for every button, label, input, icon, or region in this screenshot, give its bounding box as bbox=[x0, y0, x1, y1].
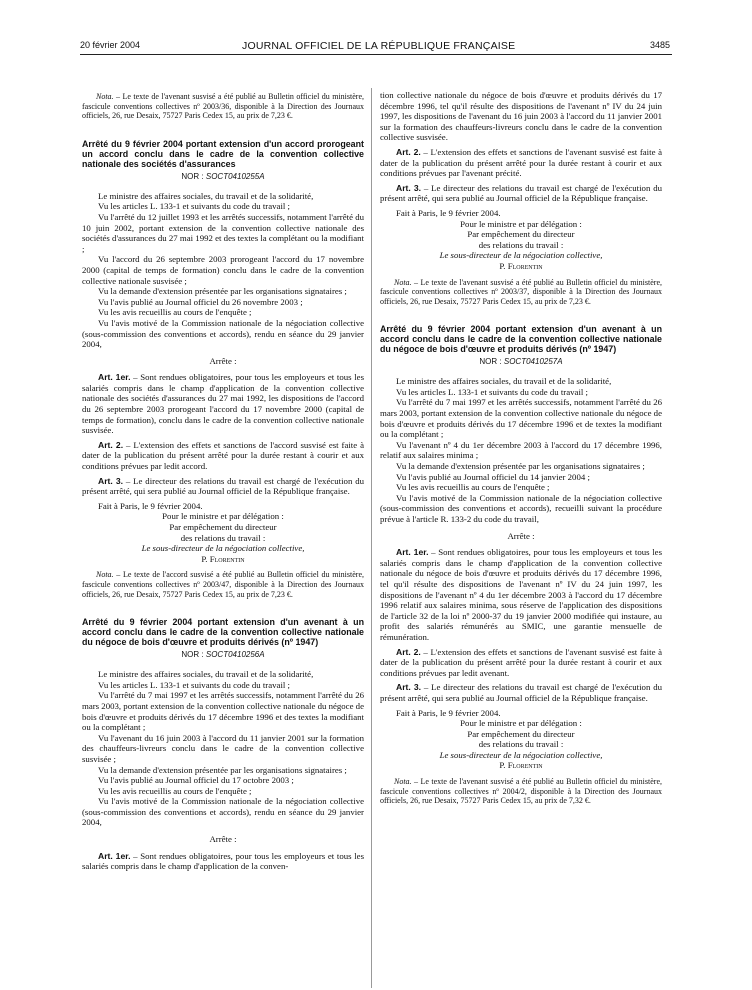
visa-line: Vu l'arrêté du 7 mai 1997 et les arrêtés successifs, notamment l'arrêté du 26 mars 2003, portant extension de la convention collective nationale du négoce de bois d'œuvre et produits dérivés du 17 décembre 1996 et des textes la modifiant ou la complétant ; bbox=[82, 690, 364, 733]
decree-title: Arrêté du 9 février 2004 portant extension d'un avenant à un accord conclu dans le cadre de la convention collective nationale du négoce de bois d'œuvre et produits dérivés (nº 1947) bbox=[380, 324, 662, 355]
arrete-heading: Arrête : bbox=[507, 530, 535, 541]
page-header bbox=[0, 0, 752, 52]
article: Art. 2. – L'extension des effets et sanctions de l'avenant susvisé est faite à dater de la publication du présent arrêté pour la durée restant à courir et aux conditions prévues par l'avenant précité. bbox=[380, 146, 663, 179]
article: Art. 1er. – Sont rendues obligatoires, pour tous les employeurs et tous les salariés compris dans le champ d'application de la convention collective nationale du négoce de bois d'œuvre et produits dérivés du 17 décembre 1996, tel qu'il résulte des dispositions de l'avenant nº IV du 24 juin 1997, les dispositions de l'avenant nº 4 du 1er décembre 2003 à l'accord du 17 décembre 1996 relatif aux salaires minima, sous réserve de l'application des dispositions de l'article 32 de la loi nº 2000-37 du 19 janvier 2000 modifiée qui instaure, au profit des salariés rémunérés au SMIC, une garantie mensuelle de rémunération. bbox=[380, 547, 662, 642]
visa-line: Vu l'avis publié au Journal officiel du 26 novembre 2003 ; bbox=[98, 296, 303, 307]
nota: Nota. – Le texte de l'avenant susvisé a été publié au Bulletin officiel du ministère, fascicule conventions collectives nº 2004/2, disponible à la Direction des Journaux officiels, 26, rue Desaix, 75727 Paris Cedex 15, au prix de 7,32 €. bbox=[380, 777, 662, 806]
nor-reference: NOR : SOCT0410256A bbox=[181, 650, 265, 660]
fait-line: Fait à Paris, le 9 février 2004. bbox=[396, 207, 501, 218]
article: Art. 3. – Le directeur des relations du travail est chargé de l'exécution du présent arrêté, qui sera publié au Journal officiel de la République française. bbox=[82, 475, 365, 497]
visa-line: Vu l'arrêté du 12 juillet 1993 et les arrêtés successifs, notamment l'arrêté du 10 juin 2002, portant extension de la convention collective nationale des sociétés d'assurances du 27 mai 1992 et des textes la complétant ou la modifiant ; bbox=[82, 211, 364, 254]
fait-line: Fait à Paris, le 9 février 2004. bbox=[98, 500, 203, 511]
header-rule bbox=[80, 54, 672, 55]
visa-line: Le ministre des affaires sociales, du travail et de la solidarité, bbox=[98, 669, 314, 680]
visa-line: Vu les avis recueillis au cours de l'enquête ; bbox=[98, 785, 252, 796]
decree-title: Arrêté du 9 février 2004 portant extension d'un avenant à un accord conclu dans le cadre de la convention collective nationale du négoce de bois d'œuvre et produits dérivés (nº 1947) bbox=[82, 617, 364, 648]
signature-block: Pour le ministre et par délégation : Par empêchement du directeur des relations du travail : Le sous-directeur de la négociation collective, P. Florentin bbox=[439, 218, 603, 271]
signature-block: Pour le ministre et par délégation : Par empêchement du directeur des relations du travail : Le sous-directeur de la négociation collective, P. Florentin bbox=[141, 511, 305, 564]
nor-reference: NOR : SOCT0410257A bbox=[479, 357, 563, 367]
visa-line: Vu l'avenant nº 4 du 1er décembre 2003 à l'accord du 17 décembre 1996, relatif aux salaires minima ; bbox=[380, 439, 662, 461]
visa-line: Vu les avis recueillis au cours de l'enquête ; bbox=[98, 307, 252, 318]
visa-line: Vu les articles L. 133-1 et suivants du code du travail ; bbox=[396, 386, 588, 397]
visa-line: Le ministre des affaires sociales, du travail et de la solidarité, bbox=[396, 376, 612, 387]
visa-line: Vu l'avis motivé de la Commission nationale de la négociation collective (sous-commission des conventions et accords), rendu en séance du 29 janvier 2004, bbox=[82, 317, 364, 350]
visa-line: Vu la demande d'extension présentée par les organisations signataires ; bbox=[396, 461, 645, 472]
visa-line: Vu les avis recueillis au cours de l'enquête ; bbox=[396, 482, 550, 493]
article: Art. 2. – L'extension des effets et sanctions de l'accord susvisé est faite à dater de la publication du présent arrêté pour la durée restant à courir et aux conditions prévues par ledit accord. bbox=[82, 439, 364, 472]
article: Art. 1er. – Sont rendues obligatoires, pour tous les employeurs et tous les salariés compris dans le champ d'application de la convention collective nationale des sociétés d'assurances du 27 mai 1992, les dispositions de l'accord du 26 septembre 2003 prorogeant l'accord du 17 novembre 2000 (capital de temps de formation), conclu dans le cadre de la convention collective nationale susvisée. bbox=[82, 372, 364, 436]
nor-reference: NOR : SOCT0410255A bbox=[181, 171, 265, 181]
header-date: 20 février 2004 bbox=[80, 40, 141, 50]
left-column bbox=[82, 90, 364, 872]
article: Art. 1er. – Sont rendues obligatoires, pour tous les employeurs et tous les salariés compris dans le champ d'application de la conven- bbox=[82, 850, 364, 872]
fait-line: Fait à Paris, le 9 février 2004. bbox=[396, 707, 501, 718]
article: Art. 2. – L'extension des effets et sanctions de l'avenant susvisé est faite à dater de la publication du présent arrêté pour la durée restant à courir et aux conditions prévues par ledit avenant. bbox=[380, 646, 663, 678]
column-divider bbox=[371, 88, 372, 988]
right-column bbox=[380, 90, 662, 808]
visa-line: Vu les articles L. 133-1 et suivants du code du travail ; bbox=[98, 201, 290, 212]
arrete-heading: Arrête : bbox=[209, 355, 237, 366]
decree-title: Arrêté du 9 février 2004 portant extension d'un accord prorogeant un accord conclu dans le cadre de la convention collective nationale des sociétés d'assurances bbox=[82, 138, 364, 169]
visa-line: Vu l'avis publié au Journal officiel du 17 octobre 2003 ; bbox=[98, 775, 294, 786]
article: Art. 3. – Le directeur des relations du travail est chargé de l'exécution du présent arrêté, qui sera publié au Journal officiel de la République française. bbox=[380, 682, 663, 703]
visa-line: Vu la demande d'extension présentée par les organisations signataires ; bbox=[98, 764, 347, 775]
visa-line: Vu l'accord du 26 septembre 2003 prorogeant l'accord du 17 novembre 2000 (capital de temps de formation) conclu dans le cadre de la convention collective nationale susvisée ; bbox=[82, 254, 364, 286]
article: Art. 3. – Le directeur des relations du travail est chargé de l'exécution du présent arrêté, qui sera publié au Journal officiel de la République française. bbox=[380, 182, 663, 204]
journal-title: JOURNAL OFFICIEL DE LA RÉPUBLIQUE FRANÇAISE bbox=[242, 40, 516, 52]
visa-line: Vu l'avis motivé de la Commission nationale de la négociation collective (sous-commission des conventions et accords), rendu en séance du 29 janvier 2004, bbox=[82, 796, 364, 828]
visa-line: Vu la demande d'extension présentée par les organisations signataires ; bbox=[98, 286, 347, 297]
page-number: 3485 bbox=[650, 40, 671, 50]
visa-line: Vu les articles L. 133-1 et suivants du code du travail ; bbox=[98, 679, 290, 690]
visa-line: Vu l'avenant du 16 juin 2003 à l'accord du 11 janvier 2001 sur la formation des chauffeurs-livreurs conclu dans le cadre de la convention collective susvisée ; bbox=[82, 732, 364, 764]
visa-line: Le ministre des affaires sociales, du travail et de la solidarité, bbox=[98, 190, 314, 201]
arrete-heading: Arrête : bbox=[209, 834, 237, 845]
article-continuation: tion collective nationale du négoce de bois d'œuvre et produits dérivés du 17 décembre 1996, tel qu'il résulte des dispositions de l'avenant nº IV du 24 juin 1997, les dispositions de l'avenant du 16 juin 2003 à l'accord du 11 janvier 2001 sur la formation des chauffeurs-livreurs conclu dans le cadre de la convention collective susvisée. bbox=[380, 90, 662, 143]
visa-line: Vu l'arrêté du 7 mai 1997 et les arrêtés successifs, notamment l'arrêté du 26 mars 2003, portant extension de la convention collective nationale du négoce de bois d'œuvre et produits dérivés du 17 décembre 1996 et de textes la modifiant ou la complétant ; bbox=[380, 397, 662, 440]
signature-block: Pour le ministre et par délégation : Par empêchement du directeur des relations du travail : Le sous-directeur de la négociation collective, P. Florentin bbox=[439, 718, 603, 771]
nota: Nota. – Le texte de l'accord susvisé a été publié au Bulletin officiel du ministère, fascicule conventions collectives nº 2003/47, disponible à la Direction des Journaux officiels, 26, rue Desaix, 75727 Paris Cedex 15, au prix de 7,23 €. bbox=[82, 570, 364, 599]
nota: Nota. – Le texte de l'avenant susvisé a été publié au Bulletin officiel du ministère, fascicule conventions collectives nº 2003/36, disponible à la Direction des Journaux officiels, 26, rue Desaix, 75727 Paris Cedex 15, au prix de 7,23 €. bbox=[82, 92, 364, 121]
visa-line: Vu l'avis motivé de la Commission nationale de la négociation collective (sous-commission des conventions et accords), recueilli suivant la procédure prévue à l'article R. 133-2 du code du travail, bbox=[380, 492, 662, 524]
nota: Nota. – Le texte de l'avenant susvisé a été publié au Bulletin officiel du ministère, fascicule conventions collectives nº 2003/37, disponible à la Direction des Journaux officiels, 26, rue Desaix, 75727 Paris Cedex 15, au prix de 7,23 €. bbox=[380, 277, 662, 306]
visa-line: Vu l'avis publié au Journal officiel du 14 janvier 2004 ; bbox=[396, 471, 590, 482]
